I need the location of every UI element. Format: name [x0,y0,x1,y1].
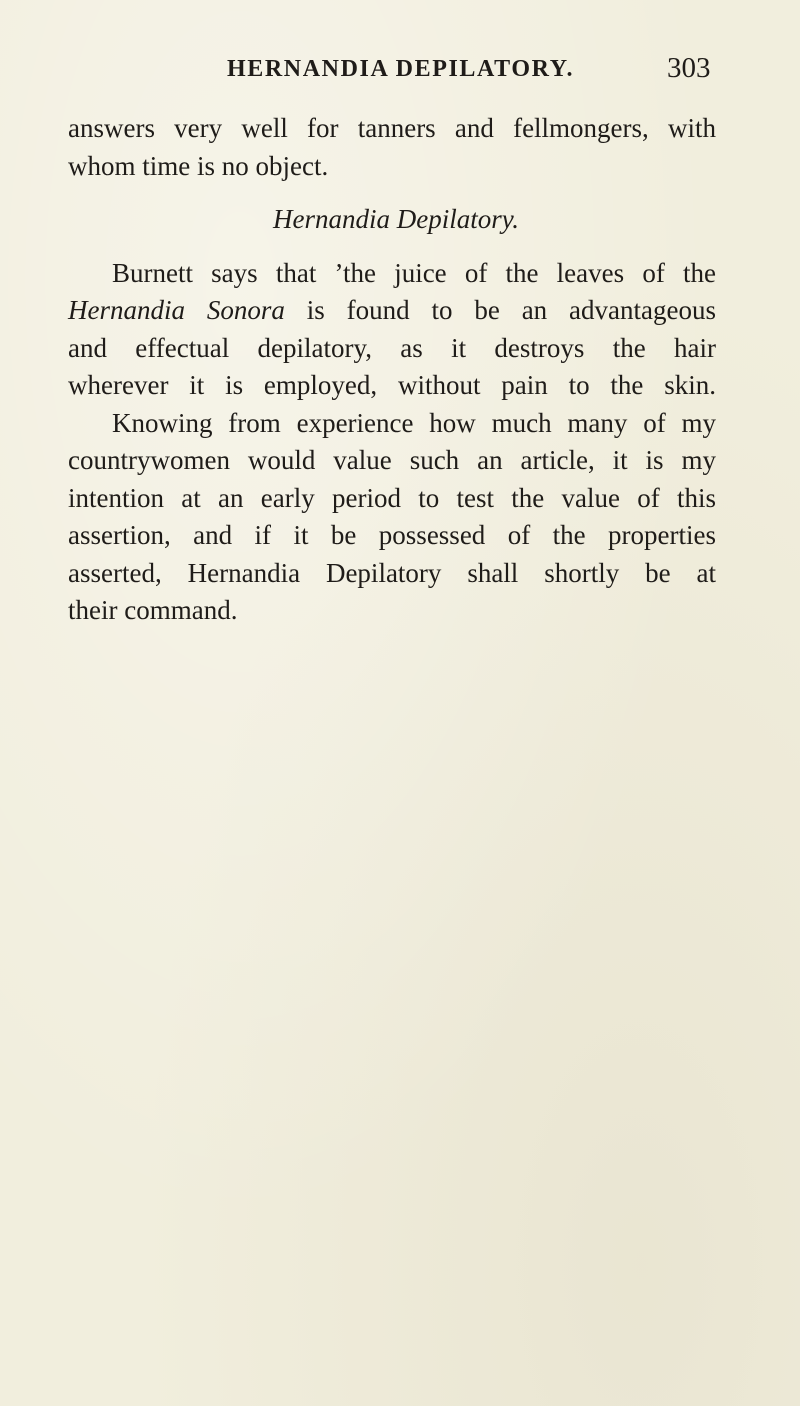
text-line [68,292,716,330]
text-line: asserted, Hernandia Depilatory shall shortly be at [68,557,716,588]
species-name: Hernandia Sonora [68,295,285,325]
section-heading: Hernandia Depilatory. [273,204,519,234]
body-text [68,110,716,630]
text-line: their command. [68,595,238,625]
text-line: wherever it is employed, without pain to the skin. [68,370,716,400]
page-header [0,52,800,88]
text-line-rest: is found to be an advantageous [284,295,716,325]
text-line: assertion, and if it be possessed of the properties [68,520,716,550]
text-line: intention at an early period to test the value of this [68,482,716,513]
text-line: whom time is no object. [68,150,329,181]
running-title: HERNANDIA DEPILATORY. [227,56,575,82]
text-line: answers very well for tanners and fellmongers, with [68,113,716,143]
text-line: and effectual depilatory, as it destroys the hair [68,332,716,363]
page-number: 303 [667,52,711,84]
text-line: Burnett says that ’the juice of the leaves of the [112,257,716,288]
text-line: Knowing from experience how much many of my [112,407,716,438]
text-line: countrywomen would value such an article, it is my [68,445,716,475]
